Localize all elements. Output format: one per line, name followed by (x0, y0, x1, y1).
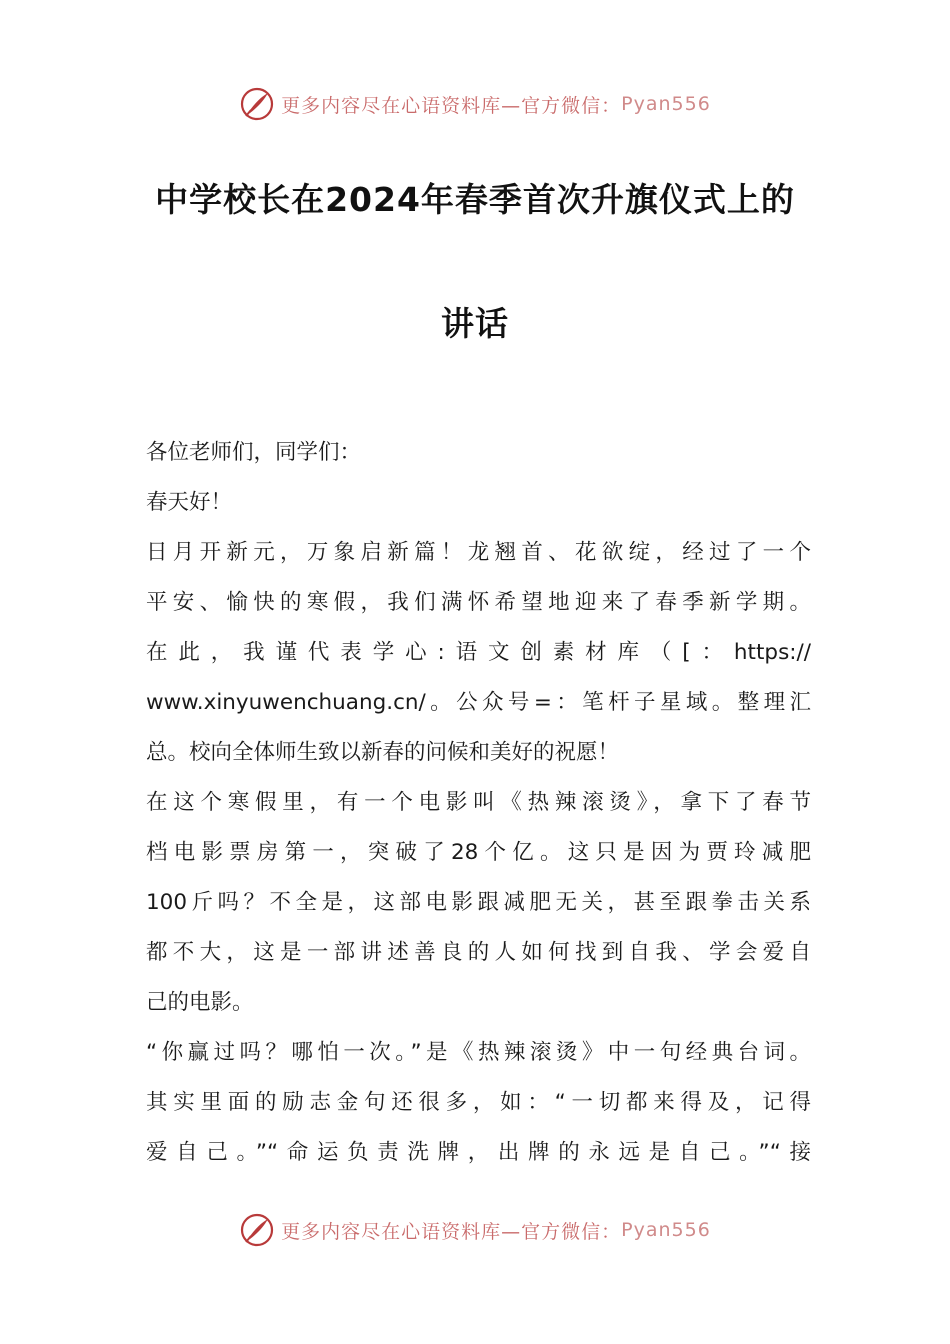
body-line: 己的电影。 (146, 990, 254, 1015)
wechat-id: Pyan556 (621, 1219, 711, 1241)
header-banner (0, 84, 950, 124)
footer-banner (0, 1210, 950, 1250)
banner-text: 更多内容尽在心语资料库—官方微信： (281, 94, 622, 117)
quill-pen-logo-icon (239, 86, 275, 122)
body-line: 总。校向全体师生致以新春的问候和美好的祝愿！ (146, 740, 620, 765)
body-line: 各位老师们，同学们： (146, 440, 362, 465)
body-line: “你赢过吗？哪怕一次。”是《热辣滚烫》中一句经典台词。 (146, 1040, 811, 1065)
body-line: 平安、愉快的寒假，我们满怀希望地迎来了春季新学期。 (146, 590, 811, 615)
body-line: 在这个寒假里，有一个电影叫《热辣滚烫》，拿下了春节 (146, 790, 811, 815)
body-line: 春天好！ (146, 490, 233, 515)
body-line: www.xinyuwenchuang.cn/。公众号=：笔杆子星域。整理汇 (146, 690, 811, 715)
speech-body (146, 428, 811, 1178)
page-title-line-2: 讲话 (441, 304, 509, 343)
body-line: 都不大，这是一部讲述善良的人如何找到自我、学会爱自 (146, 940, 811, 965)
body-line: 100斤吗？不全是，这部电影跟减肥无关，甚至跟拳击关系 (146, 890, 811, 915)
quill-pen-logo-icon (239, 1212, 275, 1248)
page-title-line-1: 中学校长在2024年春季首次升旗仪式上的 (155, 180, 795, 219)
wechat-id: Pyan556 (621, 93, 711, 115)
body-line: 日月开新元，万象启新篇！龙翘首、花欲绽，经过了一个 (146, 540, 811, 565)
banner-text: 更多内容尽在心语资料库—官方微信： (281, 1220, 622, 1243)
body-line: 其实里面的励志金句还很多，如：“一切都来得及，记得 (146, 1090, 811, 1115)
body-line: 档电影票房第一，突破了28个亿。这只是因为贾玲减肥 (146, 840, 811, 865)
body-line: 爱自己。”“命运负责洗牌，出牌的永远是自己。”“接 (146, 1140, 811, 1165)
body-line: 在此，我谨代表学心:语文创素材库（[：https:// (146, 640, 811, 665)
